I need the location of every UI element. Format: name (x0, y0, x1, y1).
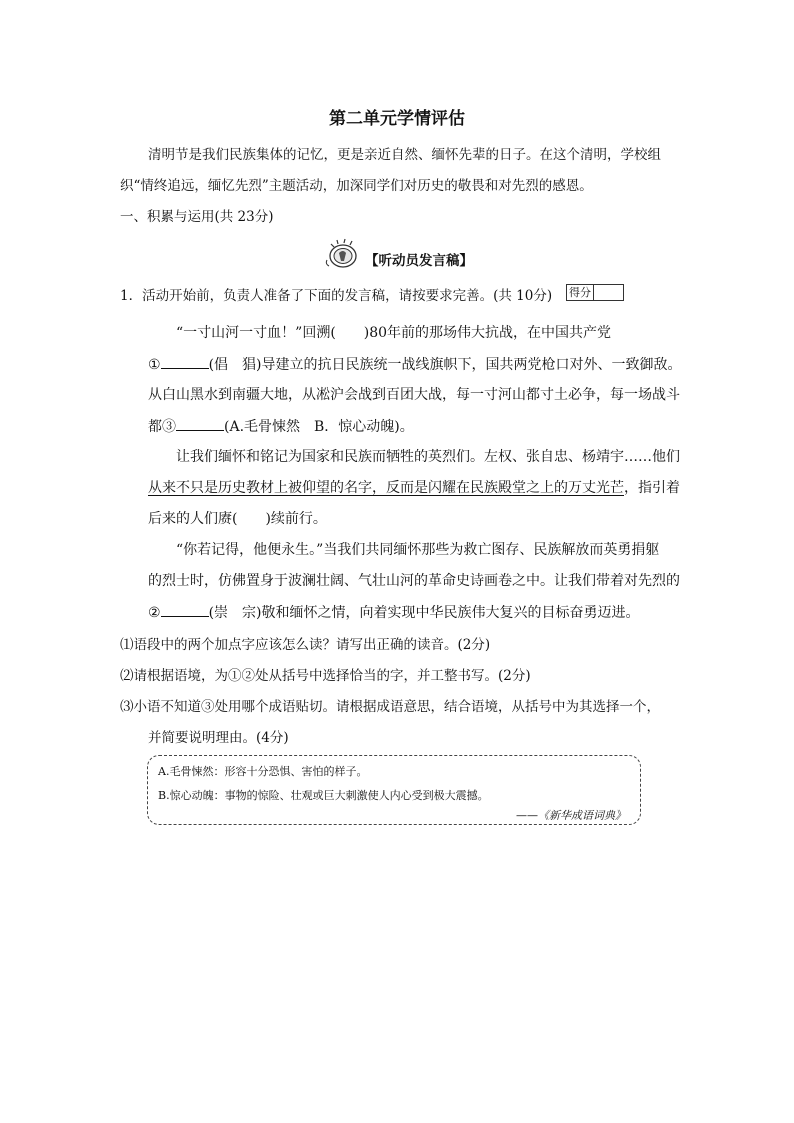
question-1-prompt: 1．活动开始前，负责人准备了下面的发言稿，请按要求完善。(共 10分) (120, 288, 553, 304)
passage-line: “你若记得，他便永生。”当我们共同缅怀那些为救亡图存、民族解放而英勇捐躯 (176, 542, 660, 558)
passage-line: 让我们缅怀和铭记为国家和民族而牺牲的英烈们。左权、张自忠、杨靖宇……他们 (176, 449, 680, 465)
passage-line: 从白山黑水到南疆大地，从凇沪会战到百团大战，每一寸河山都寸土必争，每一场战斗 (148, 387, 680, 403)
microphone-speaker-icon (325, 236, 363, 270)
answer-blank-3[interactable] (176, 416, 224, 431)
blank-marker-2: ② (148, 605, 161, 621)
passage-line (148, 478, 680, 498)
passage-line: 后来的人们赓( )续前行。 (148, 511, 327, 527)
score-label: 得分 (567, 285, 594, 300)
passage-line (148, 354, 681, 375)
definition-a: A.毛骨悚然：形容十分恐惧、害怕的样子。 (158, 765, 368, 778)
passage-line (148, 602, 640, 623)
subquestion-2: ⑵请根据语境，为①②处从括号中选择恰当的字，并工整书写。(2分) (120, 668, 531, 684)
answer-blank-1[interactable] (161, 354, 209, 369)
passage-line: “一寸山河一寸血！”回溯( )80年前的那场伟大抗战，在中国共产党 (176, 325, 612, 341)
section-heading: 一、积累与运用(共 23分) (120, 209, 274, 225)
subquestion-1: ⑴语段中的两个加点字应该怎么读？请写出正确的读音。(2分) (120, 637, 491, 653)
passage-text: ，指引着 (624, 480, 680, 496)
subquestion-3: ⑶小语不知道③处用哪个成语贴切。请根据成语意思，结合语境，从括号中为其选择一个， (120, 699, 660, 715)
passage-text: (倡 猖)导建立的抗日民族统一战线旗帜下，国共两党枪口对外、一致御敌。 (208, 357, 682, 373)
answer-blank-2[interactable] (161, 602, 209, 617)
blank-marker-3: 都③ (148, 419, 176, 435)
underlined-sentence: 从来不只是历史教材上被仰望的名字，反而是闪耀在民族殿堂之上的万丈光芒 (148, 480, 624, 496)
definition-box (147, 755, 641, 825)
part-header (325, 236, 473, 270)
passage-text: (崇 宗)敬和缅怀之情，向着实现中华民族伟大复兴的目标奋勇迈进。 (208, 605, 640, 621)
definition-source: ——《新华成语词典》 (516, 809, 626, 822)
blank-marker-1: ① (148, 357, 161, 373)
subquestion-3-cont: 并简要说明理由。(4分) (148, 730, 289, 746)
page-title: 第二单元学情评估 (329, 109, 465, 129)
intro-line-2: 织“情终追远，缅忆先烈”主题活动，加深同学们对历史的敬畏和对先烈的感恩。 (120, 178, 593, 194)
intro-line-1: 清明节是我们民族集体的记忆，更是亲近自然、缅怀先辈的日子。在这个清明，学校组 (148, 147, 661, 163)
passage-line: 的烈士时，仿佛置身于波澜壮阔、气壮山河的革命史诗画卷之中。让我们带着对先烈的 (148, 573, 680, 589)
passage-text: (A.毛骨悚然 B．惊心动魄)。 (224, 419, 414, 435)
passage-line (148, 416, 414, 437)
definition-b: B.惊心动魄：事物的惊险、壮观或巨大刺激使人内心受到极大震撼。 (158, 789, 489, 802)
score-box (566, 284, 624, 301)
part-header-label: 【听动员发言稿】 (365, 253, 473, 269)
